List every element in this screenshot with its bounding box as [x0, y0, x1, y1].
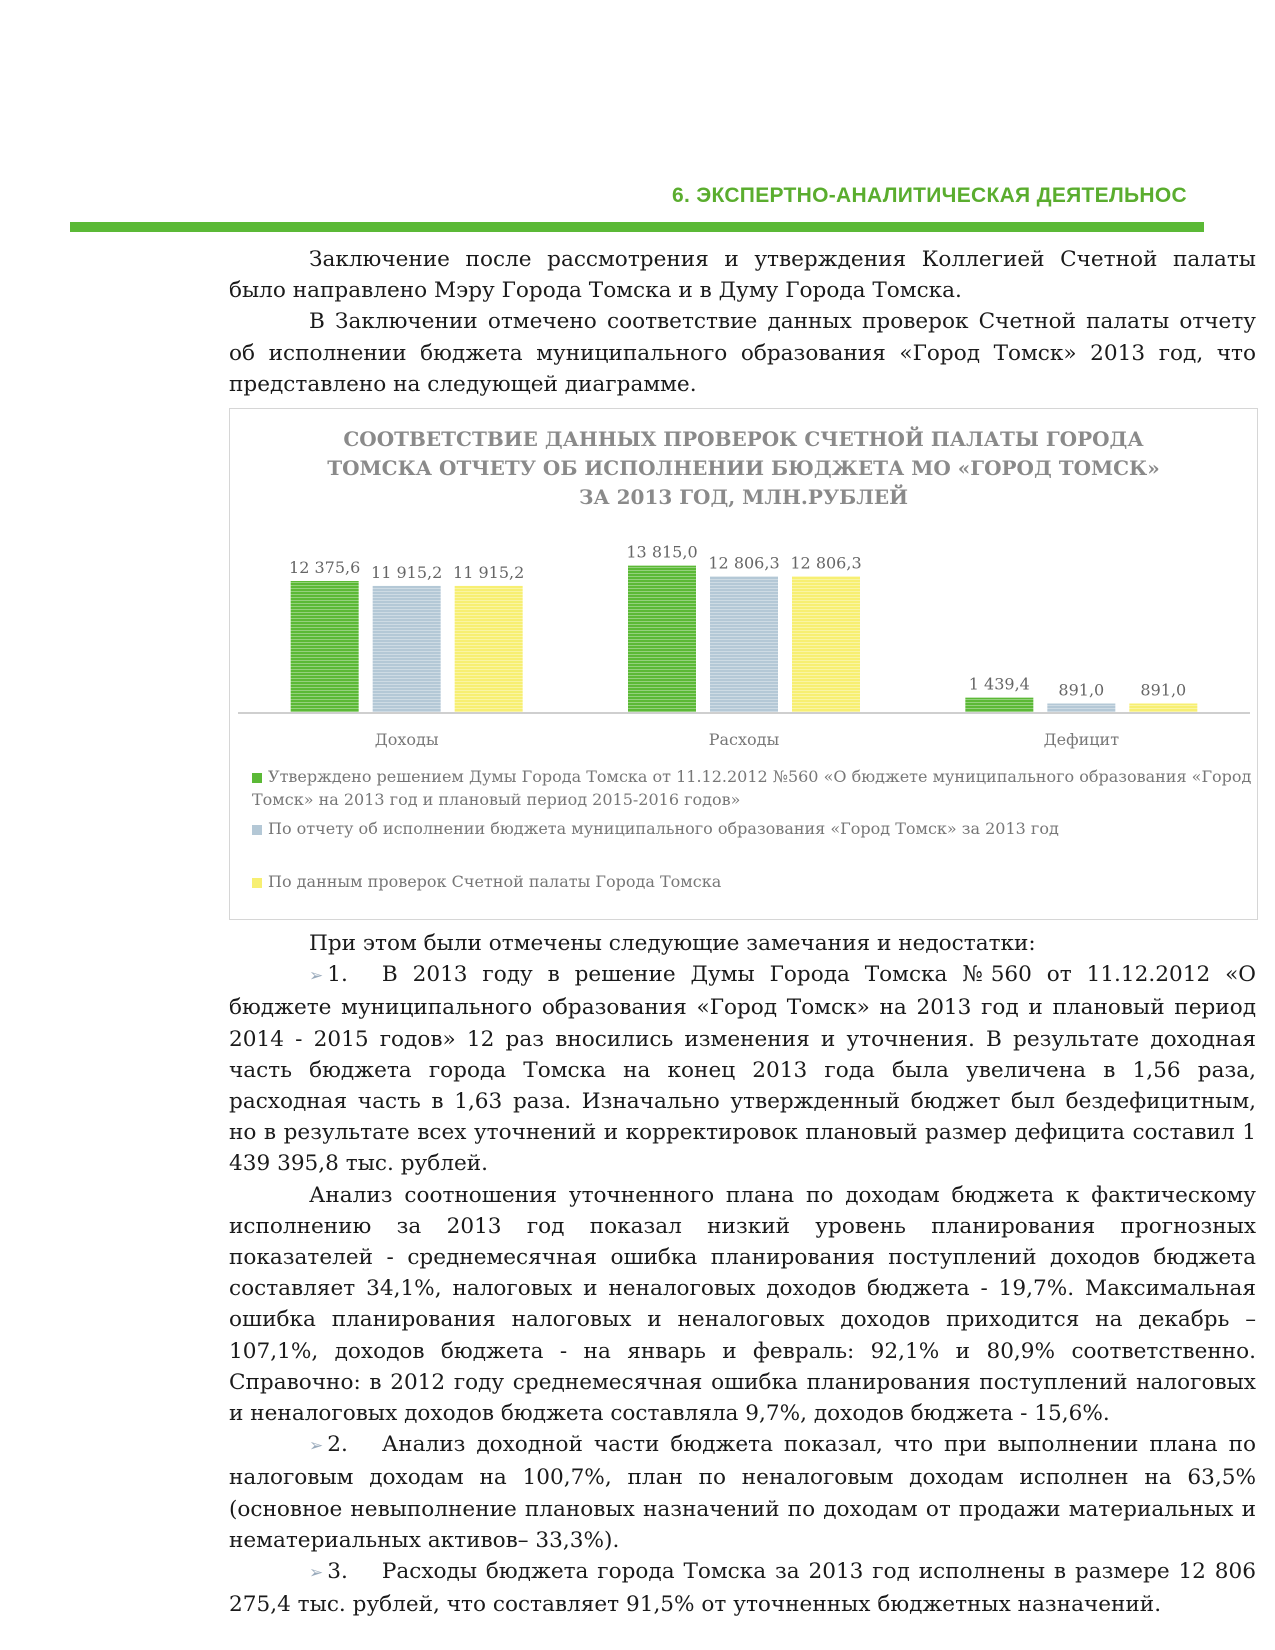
legend-swatch-blue: [252, 825, 262, 835]
item-text: Анализ доходной части бюджета показал, что при выполнении плана по налоговым доходам на 100,7%, план по неналоговым доходам исполнен на 63,5% (основное невыполнение плановых назначений по доходам от продажи материальных и нематериальных активов– 33,3%).: [229, 1432, 1256, 1553]
legend-label: Утверждено решением Думы Города Томска от 11.12.2012 №560 «О бюджете муниципального образования «Город Томск» на 2013 год и плановый период 2015-2016 годов»: [252, 767, 1252, 809]
item-number: 2.: [327, 1432, 348, 1458]
data-label-1-0: 13 815,0: [626, 542, 698, 562]
legend-item-approved: [252, 765, 1252, 811]
legend-label: По отчету об исполнении бюджета муниципального образования «Город Томск» за 2013 год: [268, 819, 1059, 838]
arrow-bullet-icon: ➢: [309, 966, 324, 987]
remark-item-3: [229, 1556, 1256, 1620]
item-number: 1.: [327, 962, 348, 988]
arrow-bullet-icon: ➢: [309, 1563, 324, 1584]
bar-2-2: [1129, 703, 1197, 713]
bar-1-2: [792, 576, 860, 713]
chart-title-line-1: СООТВЕТСТВИЕ ДАННЫХ ПРОВЕРОК СЧЕТНОЙ ПАЛАТЫ ГОРОДА: [343, 427, 1144, 451]
chart-title-line-2: ТОМСКА ОТЧЕТУ ОБ ИСПОЛНЕНИИ БЮДЖЕТА МО «ГОРОД ТОМСК»: [327, 456, 1160, 480]
bar-2-1: [1047, 703, 1115, 713]
item-text: В 2013 году в решение Думы Города Томска №560 от 11.12.2012 «О бюджете муниципального образования «Город Томск» на 2013 год и плановый период 2014 - 2015 годов» 12 раз вносились изменения и уточнения. В результате доходная часть бюджета города Томска на конец 2013 года была увеличена в 1,56 раза, расходная часть в 1,63 раза. Изначально утвержденный бюджет был бездефицитным, но в результате всех уточнений и корректировок плановый размер дефицита составил 1 439 395,8 тыс. рублей.: [229, 962, 1256, 1177]
section-title: 6. ЭКСПЕРТНО-АНАЛИТИЧЕСКАЯ ДЕЯТЕЛЬНОС: [672, 184, 1187, 207]
item-text: Расходы бюджета города Томска за 2013 год исполнены в размере 12 806 275,4 тыс. рублей, что составляет 91,5% от уточненных бюджетных назначений.: [229, 1559, 1256, 1618]
intro-paragraph-2: В Заключении отмечено соответствие данных проверок Счетной палаты отчету об исполнении бюджета муниципального образования «Город Томск» 2013 год, что представлено на следующей диаграмме.: [229, 309, 1256, 397]
data-label-0-0: 12 375,6: [289, 557, 361, 577]
data-label-1-1: 12 806,3: [708, 553, 780, 573]
data-label-0-1: 11 915,2: [371, 562, 443, 582]
legend-item-report: [252, 817, 1059, 840]
legend-swatch-yellow: [252, 878, 262, 888]
remark-item-2: [229, 1429, 1256, 1556]
intro-paragraph-1: Заключение после рассмотрения и утверждения Коллегией Счетной палаты было направлено Мэру Города Томска и в Думу Города Томска.: [229, 247, 1256, 304]
chart-title-line-3: ЗА 2013 ГОД, МЛН.РУБЛЕЙ: [578, 485, 909, 509]
category-label-1: Расходы: [708, 730, 780, 749]
bar-2-0: [965, 698, 1033, 713]
bar-1-1: [710, 576, 778, 713]
legend-item-audit: [252, 870, 721, 893]
bar-0-1: [373, 586, 441, 713]
data-label-2-2: 891,0: [1140, 680, 1187, 700]
item-number: 3.: [327, 1559, 348, 1585]
category-label-0: Доходы: [374, 730, 439, 749]
bar-0-0: [291, 581, 359, 713]
data-label-0-2: 11 915,2: [453, 562, 525, 582]
remark-item-1: [229, 959, 1256, 1179]
header-rule: [70, 222, 1204, 232]
legend-swatch-green: [252, 773, 262, 783]
data-label-1-2: 12 806,3: [790, 553, 862, 573]
data-label-2-0: 1 439,4: [968, 674, 1030, 694]
bar-1-0: [628, 566, 696, 713]
chart-title: [230, 425, 1257, 512]
budget-chart: [229, 408, 1258, 920]
remarks-block: [229, 928, 1256, 1620]
remarks-intro: При этом были отмечены следующие замечания и недостатки:: [309, 931, 1036, 956]
bar-0-2: [455, 586, 523, 713]
category-label-2: Дефицит: [1043, 730, 1120, 749]
analysis-paragraph: Анализ соотношения уточненного плана по доходам бюджета к фактическому исполнению за 2013 год показал низкий уровень планирования прогнозных показателей - среднемесячная ошибка планирования поступлений доходов бюджета составляет 34,1%, налоговых и неналоговых доходов бюджета - 19,7%. Максимальная ошибка планирования налоговых и неналоговых доходов приходится на декабрь – 107,1%, доходов бюджета - на январь и февраль: 92,1% и 80,9% соответственно. Справочно: в 2012 году среднемесячная ошибка планирования поступлений налоговых и неналоговых доходов бюджета составляла 9,7%, доходов бюджета - 15,6%.: [229, 1182, 1256, 1427]
data-label-2-1: 891,0: [1058, 680, 1105, 700]
intro-block: [229, 244, 1256, 400]
arrow-bullet-icon: ➢: [309, 1436, 324, 1457]
legend-label: По данным проверок Счетной палаты Города Томска: [268, 872, 722, 891]
